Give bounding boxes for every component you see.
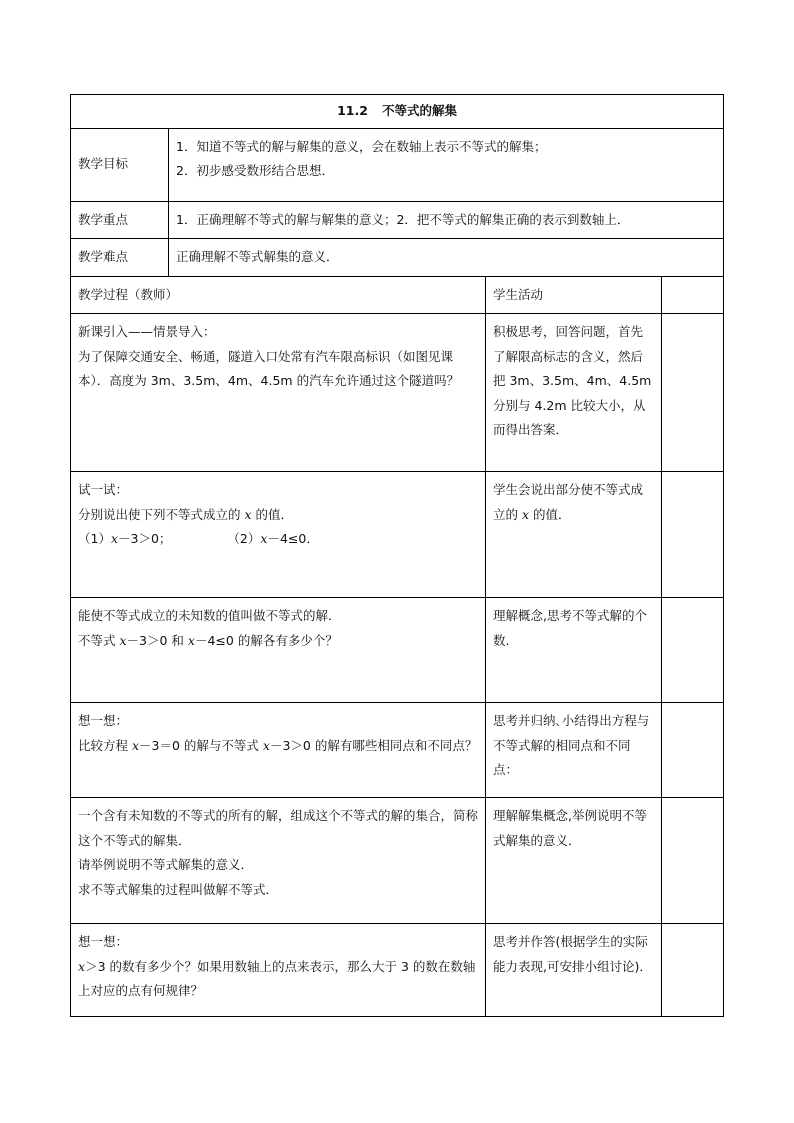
text-run: －3＞0； <box>118 531 172 546</box>
think2-row <box>71 924 724 1017</box>
text-run: －3＞0 的解有哪些相同点和不同点？ <box>269 737 478 753</box>
concept-definition: 能使不等式成立的未知数的值叫做不等式的解． <box>78 608 341 623</box>
difficulties-label: 教学难点 <box>71 239 169 277</box>
math-var: x <box>521 506 530 522</box>
think1-content <box>71 703 486 798</box>
objectives-label: 教学目标 <box>71 128 169 201</box>
text-run: －4≤0 的解各有多少个？ <box>194 632 338 648</box>
try-exercises <box>78 527 478 552</box>
text-run: －3＝0 的解与不等式 <box>139 737 263 753</box>
text-run: 的值． <box>251 506 294 522</box>
header-row <box>71 276 724 314</box>
difficulties-row <box>71 239 724 277</box>
think1-row <box>71 703 724 798</box>
objective-item: 1．知道不等式的解与解集的意义，会在数轴上表示不等式的解集； <box>176 138 547 154</box>
math-var: x <box>187 632 195 648</box>
think2-content <box>71 924 486 1017</box>
intro-heading: 新课引入——情景导入： <box>78 324 216 339</box>
math-var: x <box>260 531 268 546</box>
think1-question <box>78 734 478 759</box>
lesson-title <box>71 95 724 129</box>
concept-content <box>71 598 486 703</box>
think1-student: 思考并归纳､小结得出方程与不等式解的相同点和不同点： <box>486 703 662 798</box>
text-run: 分别说出使下列不等式成立的 <box>78 506 245 522</box>
key-points-row <box>71 201 724 239</box>
math-var: x <box>262 737 270 753</box>
lesson-number: 11.2 <box>337 103 368 118</box>
concept-blank <box>662 598 724 703</box>
text-run: －4≤0． <box>267 531 319 546</box>
text-run: 不等式 <box>78 632 120 648</box>
math-var: x <box>119 632 127 648</box>
header-blank <box>662 276 724 314</box>
text-run: （2） <box>227 531 261 546</box>
solution-set-student: 理解解集概念,举例说明不等式解集的意义． <box>486 798 662 924</box>
intro-student: 积极思考，回答问题，首先了解限高标志的含义，然后把 3m、3.5m、4m、4.5m 分别与 4.2m 比较大小，从而得出答案． <box>486 314 662 472</box>
concept-question <box>78 629 478 654</box>
math-var: x <box>244 506 252 522</box>
math-var: x <box>131 737 140 753</box>
text-run: 比较方程 <box>78 737 132 753</box>
intro-blank <box>662 314 724 472</box>
intro-text: 为了保障交通安全、畅通，隧道入口处常有汽车限高标识（如图见课本）．高度为 3m、3.5m、4m、4.5m 的汽车允许通过这个隧道吗？ <box>78 348 460 388</box>
objectives-row <box>71 128 724 201</box>
try-blank <box>662 472 724 598</box>
think2-question <box>78 955 478 1004</box>
lesson-plan-table <box>70 94 724 1017</box>
key-points-text: 1．正确理解不等式的解与解集的意义；2．把不等式的解集正确的表示到数轴上． <box>169 201 724 239</box>
key-points-label: 教学重点 <box>71 201 169 239</box>
objective-item: 2．初步感受数形结合思想． <box>176 163 334 178</box>
try-heading: 试一试： <box>78 482 129 497</box>
try-prompt <box>78 503 478 528</box>
think2-student: 思考并作答(根据学生的实际能力表现,可安排小组讨论)． <box>486 924 662 1017</box>
text-run: －3＞0 和 <box>126 632 188 648</box>
solution-set-prompt: 请举例说明不等式解集的意义． <box>78 857 254 872</box>
solution-set-row <box>71 798 724 924</box>
think2-blank <box>662 924 724 1017</box>
solving-definition: 求不等式解集的过程叫做解不等式． <box>78 881 279 897</box>
intro-content <box>71 314 486 472</box>
math-var: x <box>110 531 119 546</box>
header-student: 学生活动 <box>486 276 662 314</box>
try-row <box>71 472 724 598</box>
concept-student: 理解概念,思考不等式解的个数. <box>486 598 662 703</box>
lesson-title-text: 不等式的解集 <box>381 103 457 118</box>
math-var: x <box>78 958 86 974</box>
text-run: （1） <box>78 531 111 546</box>
intro-row <box>71 314 724 472</box>
solution-set-definition: 一个含有未知数的不等式的所有的解，组成这个不等式的解的集合，简称这个不等式的解集． <box>78 808 479 848</box>
header-process: 教学过程（教师） <box>71 276 486 314</box>
think2-heading: 想一想： <box>78 934 129 949</box>
objectives-content <box>169 128 724 201</box>
text-run: ＞3 的数有多少个？如果用数轴上的点来表示，那么大于 3 的数在数轴上对应的点有何规律？ <box>78 958 476 998</box>
try-student <box>486 472 662 598</box>
text-run: 的值． <box>529 506 571 522</box>
concept-row <box>71 598 724 703</box>
think1-heading: 想一想： <box>78 713 129 728</box>
difficulties-text: 正确理解不等式解集的意义． <box>169 239 724 277</box>
solution-set-content <box>71 798 486 924</box>
solution-set-blank <box>662 798 724 924</box>
title-row <box>71 95 724 129</box>
try-content <box>71 472 486 598</box>
think1-blank <box>662 703 724 798</box>
text-run: 学生会说出部分使不等式成立的 <box>493 482 644 522</box>
